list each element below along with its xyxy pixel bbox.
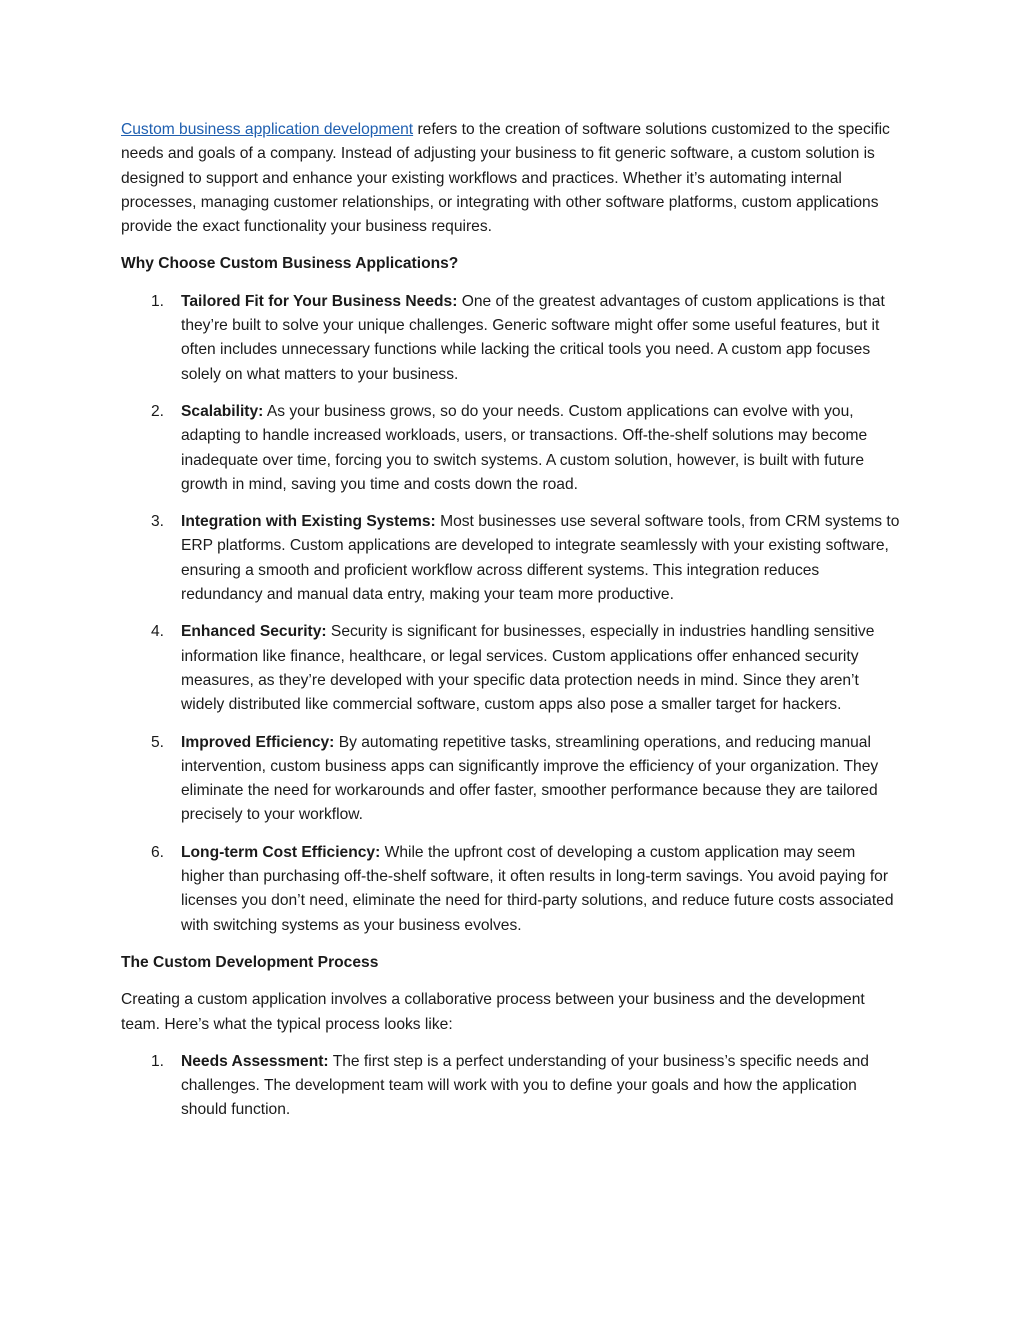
list-item [121, 1050, 901, 1123]
list-item-number: 5. [151, 733, 165, 751]
list-item [121, 400, 901, 497]
list-item-number: 1. [151, 292, 165, 310]
list-item [121, 841, 901, 938]
list-item-term: Integration with Existing Systems: [181, 513, 436, 531]
benefits-list [121, 290, 901, 938]
list-item-text: By automating repetitive tasks, streamlining operations, and reducing manual intervention, custom business apps can significantly improve the efficiency of your organization. They eliminate the need for workarounds and offer faster, smoother performance because they are tailored precisely to your workflow. [181, 733, 879, 824]
list-item-text: Most businesses use several software tools, from CRM systems to ERP platforms. Custom applications are developed to integrate seamlessly with your existing software, ensuring a smooth and proficient workflow across different systems. This integration reduces redundancy and manual data entry, making your team more productive. [181, 513, 900, 604]
intro-paragraph [121, 118, 901, 239]
list-item-text: Security is significant for businesses, especially in industries handling sensitive information like finance, healthcare, or legal services. Custom applications offer enhanced security measures, as they’re developed with your specific data protection needs in mind. Since they aren’t widely distributed like commercial software, custom apps also pose a smaller target for hackers. [181, 623, 875, 714]
list-item-number: 2. [151, 402, 165, 420]
list-item-term: Improved Efficiency: [181, 733, 335, 751]
list-item-term: Scalability: [181, 402, 264, 420]
document-page [121, 118, 901, 1136]
list-item-number: 4. [151, 623, 165, 641]
list-item-term: Long-term Cost Efficiency: [181, 843, 381, 861]
process-list [121, 1050, 901, 1123]
list-item-term: Needs Assessment: [181, 1052, 329, 1070]
list-item [121, 290, 901, 387]
list-item [121, 620, 901, 717]
list-item [121, 510, 901, 607]
list-item-text: The first step is a perfect understanding of your business’s specific needs and challenges. The development team will work with you to define your goals and how the application should function. [181, 1052, 869, 1119]
process-intro-paragraph: Creating a custom application involves a collaborative process between your business and the development team. Here’s what the typical process looks like: [121, 991, 865, 1033]
intro-text: refers to the creation of software solutions customized to the specific needs and goals of a company. Instead of adjusting your business to fit generic software, a custom solution is designed to support and enhance your existing workflows and practices. Whether it’s automating internal processes, managing customer relationships, or integrating with other software platforms, custom applications provide the exact functionality your business requires. [121, 121, 890, 236]
list-item-number: 6. [151, 843, 165, 861]
list-item-term: Tailored Fit for Your Business Needs: [181, 292, 458, 310]
list-item [121, 731, 901, 828]
custom-development-link[interactable]: Custom business application development [121, 121, 414, 138]
section-heading-development-process: The Custom Development Process [121, 953, 379, 971]
list-item-term: Enhanced Security: [181, 623, 327, 641]
list-item-text: As your business grows, so do your needs. Custom applications can evolve with you, adapting to handle increased workloads, users, or transactions. Off-the-shelf solutions may become inadequate over time, forcing you to switch systems. A custom solution, however, is built with future growth in mind, saving you time and costs down the road. [181, 402, 868, 493]
list-item-number: 3. [151, 513, 165, 531]
list-item-text: While the upfront cost of developing a custom application may seem higher than purchasing off-the-shelf software, it often results in long-term savings. You avoid paying for licenses you don’t need, eliminate the need for third-party solutions, and reduce future costs associated with switching systems as your business evolves. [181, 843, 894, 934]
section-heading-why-choose: Why Choose Custom Business Applications? [121, 255, 459, 273]
list-item-number: 1. [151, 1052, 165, 1070]
list-item-text: One of the greatest advantages of custom applications is that they’re built to solve your unique challenges. Generic software might offer some useful features, but it often includes unnecessary functions while lacking the critical tools you need. A custom app focuses solely on what matters to your business. [181, 292, 885, 383]
